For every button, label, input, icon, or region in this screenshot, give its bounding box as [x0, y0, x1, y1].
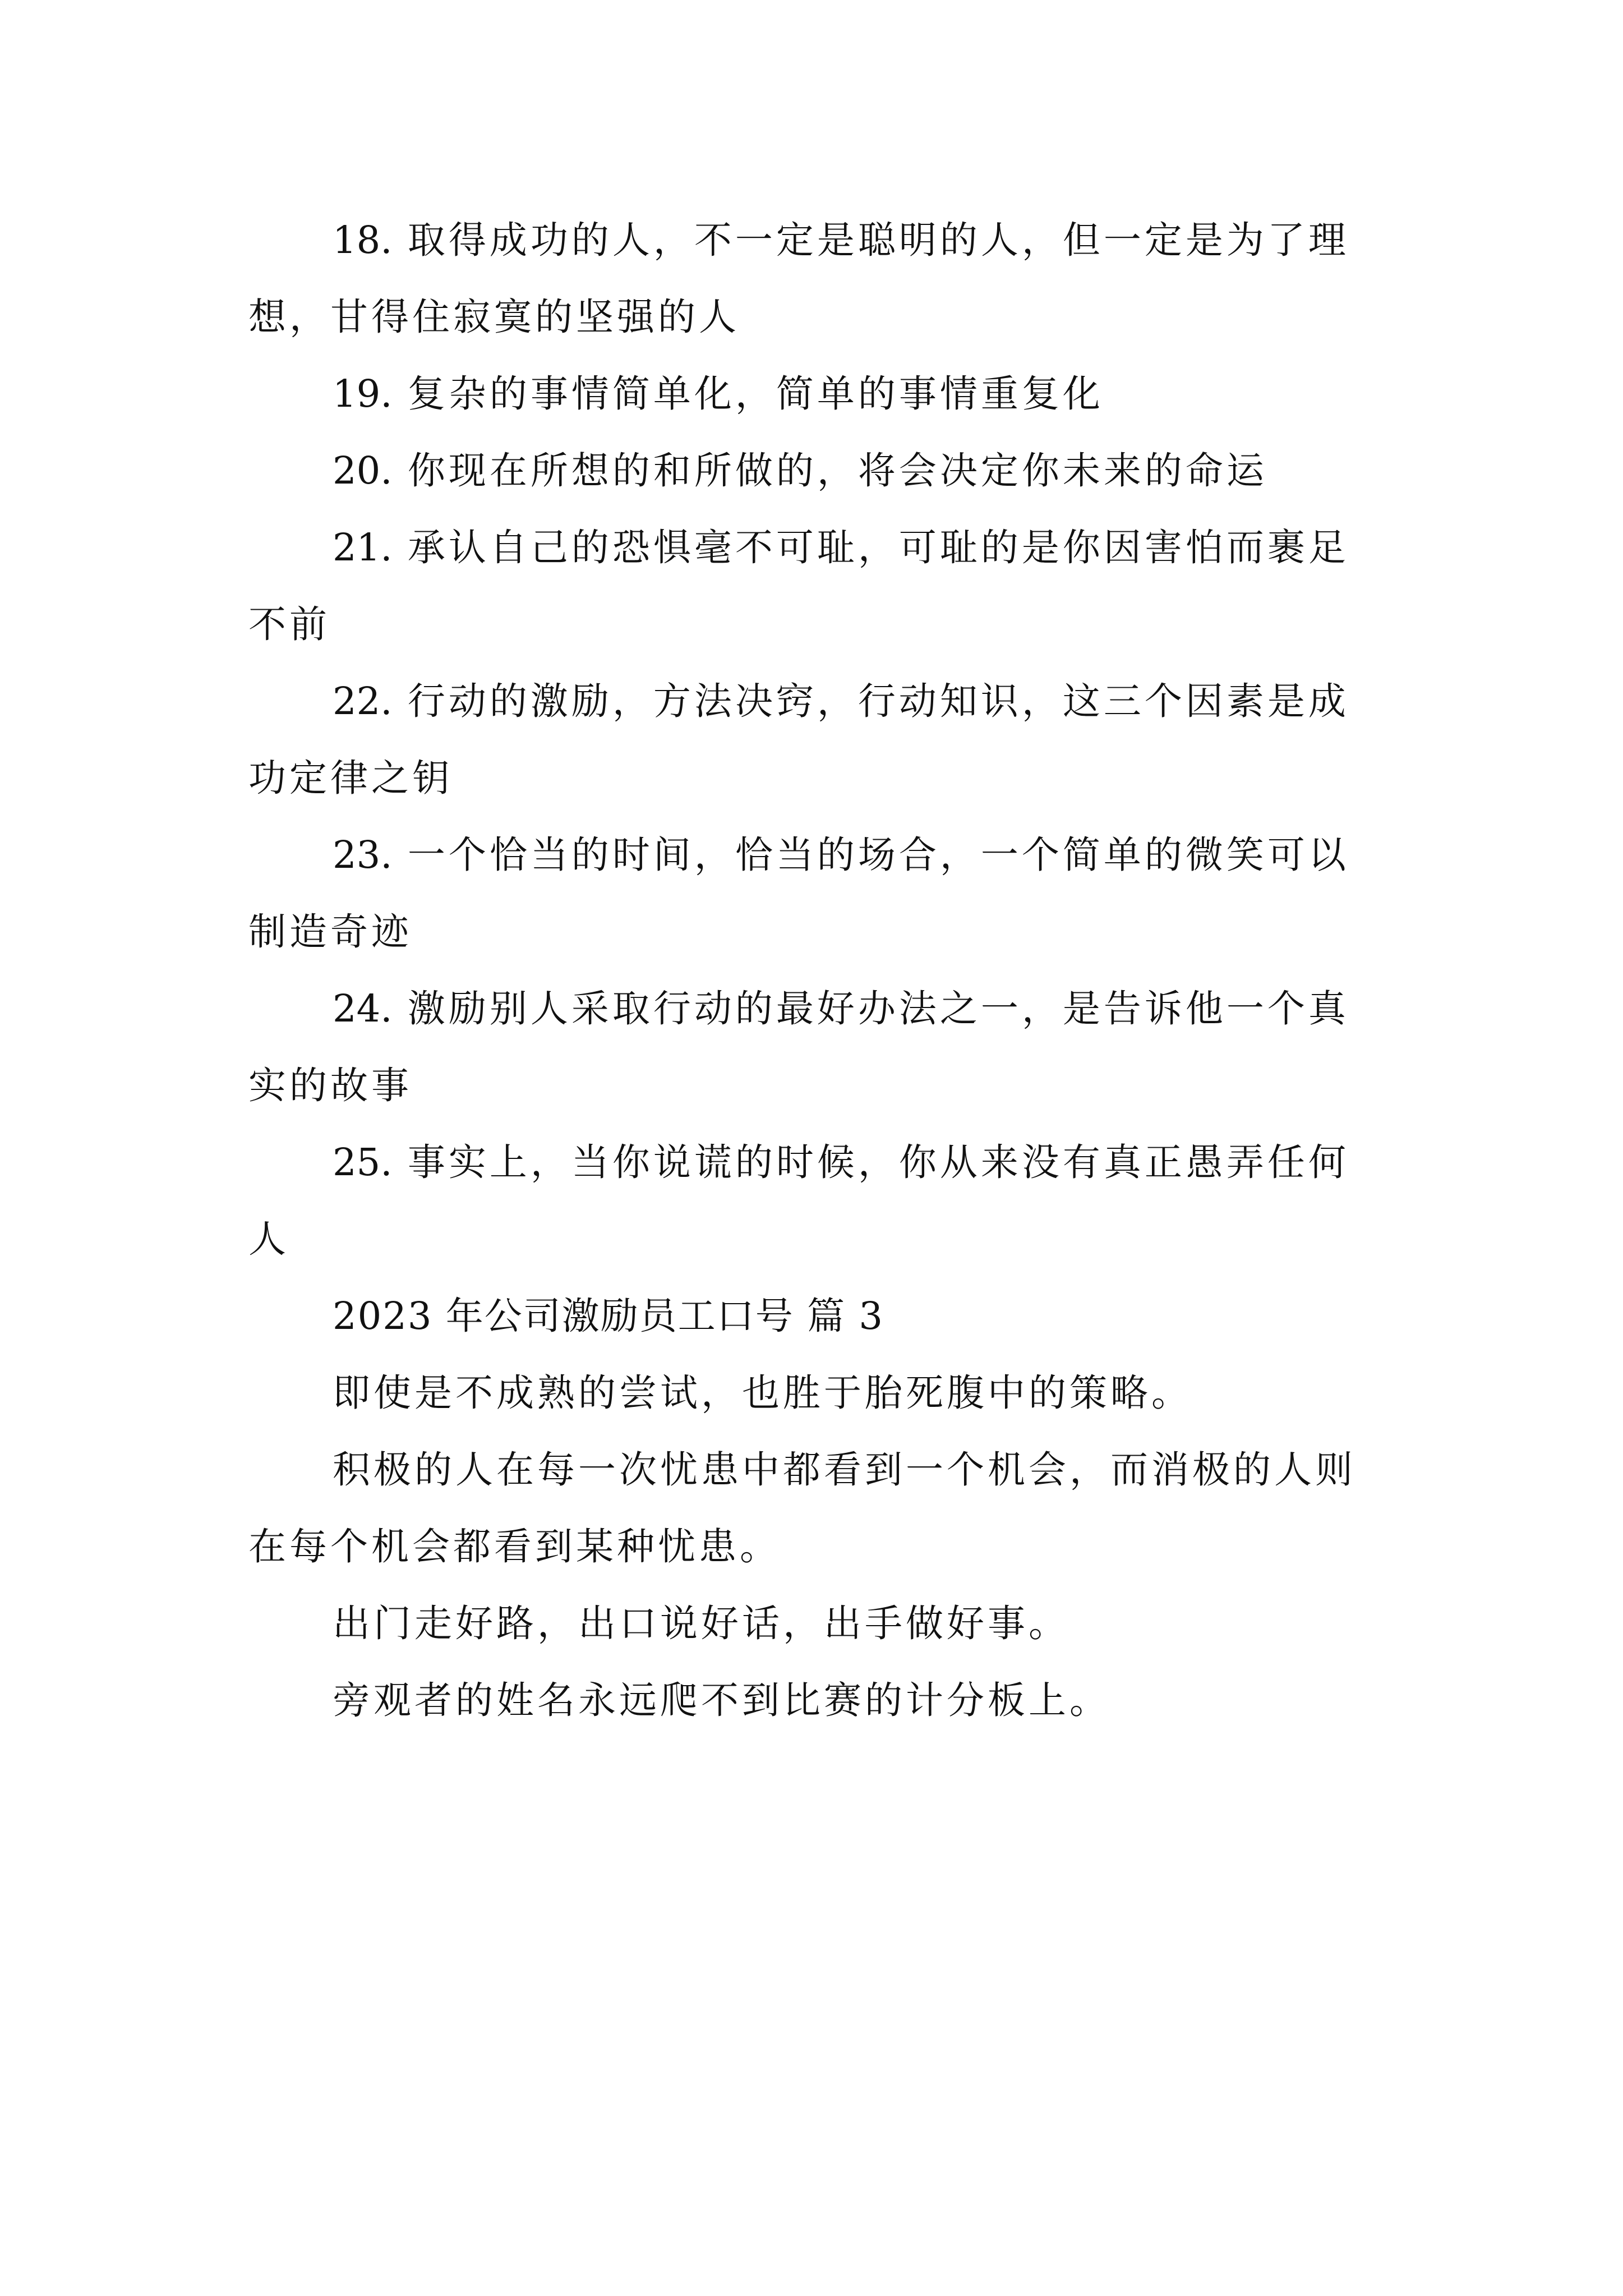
list-item	[248, 202, 1387, 356]
list-item	[248, 663, 1387, 817]
list-item	[248, 970, 1387, 1124]
item-text: 你现在所想的和所做的，将会决定你未来的命运	[407, 449, 1267, 493]
section-paragraph: 积极的人在每一次忧患中都看到一个机会，而消极的人则在每个机会都看到某种忧患。	[248, 1448, 1356, 1568]
item-number: 21.	[333, 526, 393, 569]
section-paragraph: 即使是不成熟的尝试，也胜于胎死腹中的策略。	[333, 1371, 1192, 1415]
section-paragraph: 出门走好路，出口说好话，出手做好事。	[333, 1602, 1069, 1645]
item-text: 复杂的事情简单化，简单的事情重复化	[407, 372, 1104, 416]
item-text: 事实上，当你说谎的时候，你从来没有真正愚弄任何人	[248, 1140, 1349, 1261]
item-text: 一个恰当的时间，恰当的场合，一个简单的微笑可以制造奇迹	[248, 833, 1349, 954]
item-number: 24.	[333, 987, 393, 1030]
section-paragraph: 旁观者的姓名永远爬不到比赛的计分板上。	[333, 1678, 1110, 1722]
item-text: 承认自己的恐惧毫不可耻，可耻的是你因害怕而裹足不前	[248, 526, 1349, 646]
document-body	[248, 202, 1387, 1739]
list-item	[248, 1124, 1387, 1278]
list-item	[248, 817, 1387, 970]
item-number: 19.	[333, 372, 393, 416]
item-number: 22.	[333, 679, 393, 723]
item-number: 25.	[333, 1140, 393, 1184]
list-item	[248, 432, 1387, 509]
item-text: 行动的激励，方法决窍，行动知识，这三个因素是成功定律之钥	[248, 679, 1349, 800]
item-number: 23.	[333, 833, 393, 877]
section-heading: 2023 年公司激励员工口号 篇 3	[333, 1294, 884, 1338]
item-text: 取得成功的人，不一定是聪明的人，但一定是为了理想，甘得住寂寞的坚强的人	[248, 218, 1349, 339]
list-item	[248, 509, 1387, 663]
item-number: 20.	[333, 449, 393, 493]
list-item	[248, 356, 1387, 432]
item-text: 激励别人采取行动的最好办法之一，是告诉他一个真实的故事	[248, 987, 1349, 1107]
item-number: 18.	[333, 218, 393, 262]
